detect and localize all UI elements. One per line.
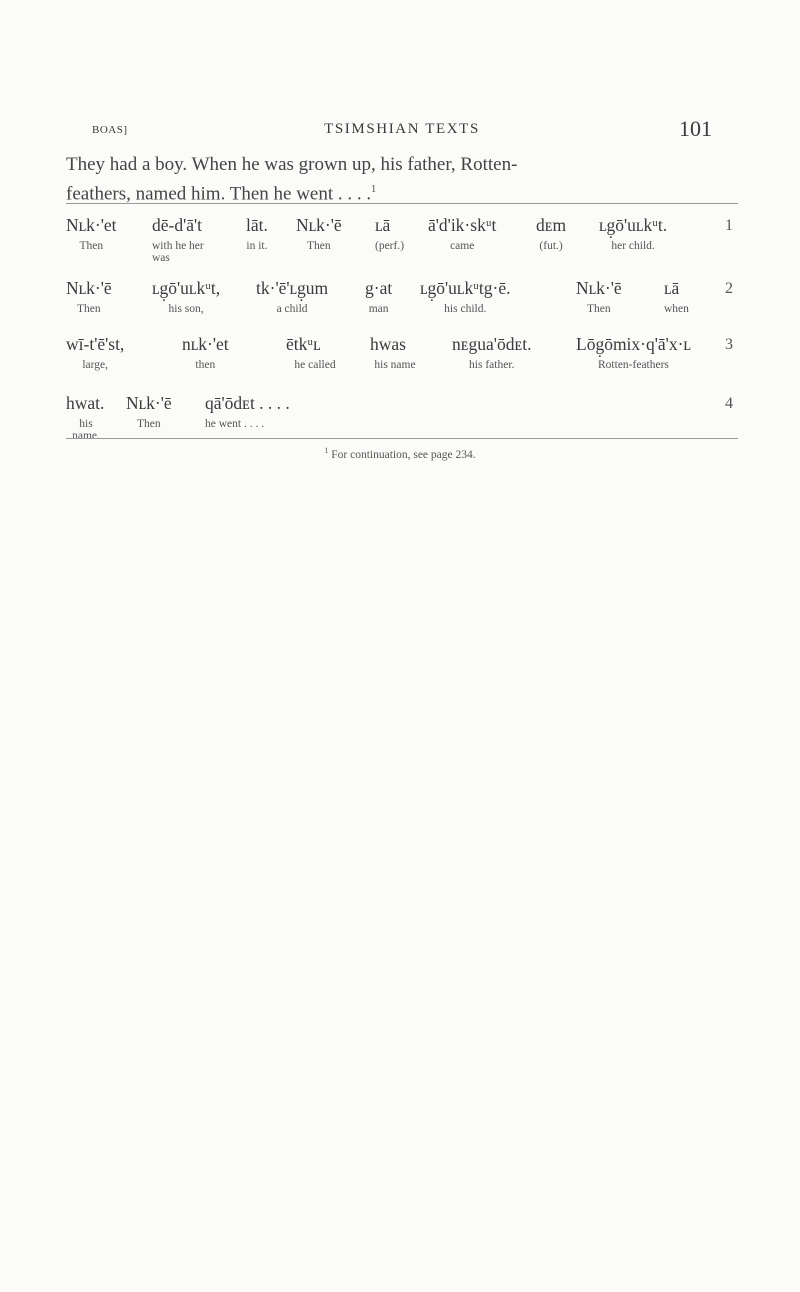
word: hwat. his name. <box>66 393 105 442</box>
page-number: 101 <box>679 116 712 141</box>
line-number: 4 <box>725 395 733 412</box>
english-translation <box>66 152 722 206</box>
word: ā'd'ik·skᵘt came <box>428 215 497 252</box>
word: wī-t'ē'st, large, <box>66 334 125 371</box>
word: Nʟk·'ē Then <box>576 278 622 315</box>
section-divider <box>66 203 738 204</box>
word: ʟā when <box>664 278 689 315</box>
translation-line-2-text: feathers, named him. Then he went . . . . <box>66 183 372 205</box>
word: ʟg̣ō'uʟkᵘt, his son, <box>152 278 221 315</box>
word: nᴇgua'ōdᴇt. his father. <box>452 334 532 371</box>
word: lāt. in it. <box>246 215 268 252</box>
word: ētkᵘʟ he called <box>286 334 336 371</box>
footnote-text: For continuation, see page 234. <box>331 448 476 461</box>
footnote <box>0 446 800 461</box>
translation-line-1: They had a boy. When he was grown up, his father, Rotten- <box>66 154 518 175</box>
footnote-marker: 1 <box>324 446 329 455</box>
word: g·at man <box>365 278 393 315</box>
word: Nʟk·'ē Then <box>296 215 342 252</box>
word: ʟg̣ō'uʟkᵘt. her child. <box>599 215 668 252</box>
word: Nʟk·'ē Then <box>66 278 112 315</box>
word: ʟā (perf.) <box>375 215 405 252</box>
word: nʟk·'et then <box>182 334 229 371</box>
line-number: 3 <box>725 336 733 353</box>
running-header <box>92 116 712 144</box>
word: ʟg̣ō'uʟkᵘtg·ē. his child. <box>420 278 511 315</box>
translation-line-2 <box>66 177 722 206</box>
header-title: TSIMSHIAN TEXTS <box>324 121 480 137</box>
word: Nʟk·'ē Then <box>126 393 172 430</box>
line-number: 1 <box>725 217 733 234</box>
word: Lōg̣ōmix·q'ā'x·ʟ Rotten-feathers <box>576 334 691 371</box>
word: dᴇm (fut.) <box>536 215 567 252</box>
word: tk·'ē'ʟg̣um a child <box>256 278 329 315</box>
line-number: 2 <box>725 280 733 297</box>
header-author: BOAS] <box>92 124 128 136</box>
footnote-reference: 1 <box>371 184 377 195</box>
word: Nʟk·'et Then <box>66 215 117 252</box>
footnote-divider <box>66 438 738 439</box>
word: qā'ōdᴇt . . . . he went . . . . <box>205 393 290 430</box>
word: hwas his name <box>370 334 416 371</box>
word: dē-d'ā't with he her was <box>152 215 204 264</box>
